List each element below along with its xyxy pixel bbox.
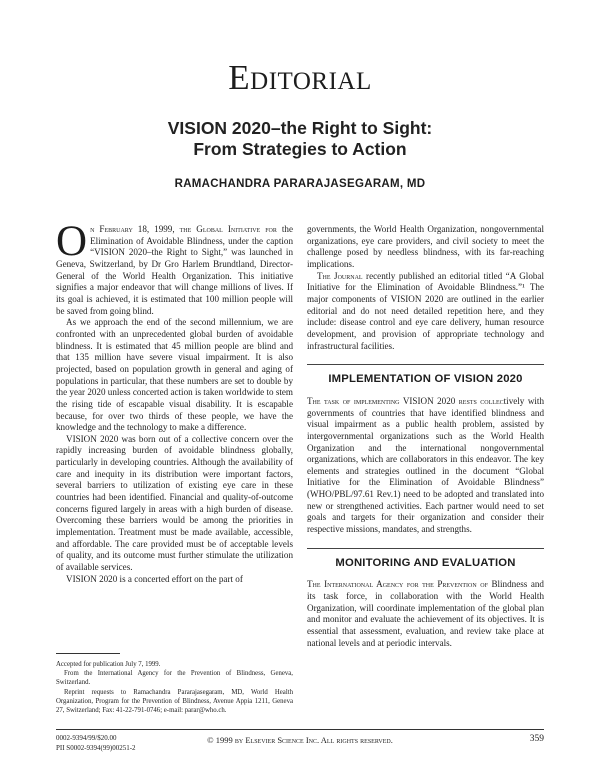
pii-code: PII S0002-9394(99)00251-2 bbox=[56, 744, 136, 752]
article-title-line-1: VISION 2020–the Right to Sight: bbox=[167, 118, 433, 138]
intro-text: the Elimination of Avoidable Blindness, under the caption “VISION 2020–the Right to Sight,” was launched in Geneva, Switzerland, by Dr Gro Harlem Brundtland, Director-General of the World Health Organization. This initiative signifies a major endeavor that will change millions of lives. If its goal is achieved, it is estimated that 100 million people will be saved from going blind. bbox=[56, 224, 293, 316]
page-number: 359 bbox=[529, 734, 544, 744]
body-paragraph: VISION 2020 is a concerted effort on the part of bbox=[66, 573, 243, 584]
footnote-accepted: Accepted for publication July 7, 1999. bbox=[56, 661, 161, 668]
journal-name: The Journal bbox=[317, 270, 363, 281]
article-title-line-2: From Strategies to Action bbox=[193, 139, 407, 159]
section-heading-implementation: IMPLEMENTATION OF VISION 2020 bbox=[307, 364, 544, 386]
footer-rule bbox=[56, 729, 544, 730]
right-column bbox=[307, 224, 544, 649]
paragraph-text: recently published an editorial titled “A Global Initiative for the Elimination of Avoidable Blindness.”¹ The major components of VISION 2020 are outlined in the earlier editorial and do not need detailed repetition here, and they include: disease control and eye care delivery, human resource development, and provision of appropriate technology and infrastructural facilities. bbox=[307, 270, 544, 351]
price-code: 0002-9394/99/$20.00 bbox=[56, 734, 117, 742]
body-paragraph bbox=[307, 396, 544, 536]
footnotes bbox=[56, 653, 293, 715]
section-heading-monitoring: MONITORING AND EVALUATION bbox=[307, 548, 544, 570]
body-paragraph: VISION 2020 was born out of a collective concern over the rapidly increasing burden of avoidable blindness globally, particularly in developing countries. Although the availability of care and inequity in its distribution were important factors, several barriers to utilization of existing eye care in these countries had been identified. Financial and quality-of-outcome concerns figured largely in areas with a high burden of disease. Overcoming these barriers would be among the priorities in implementation. Treatment must be made available, accessible, and affordable. The care provided must be of acceptable levels of quality, and its outcome must further stimulate the utilization of available services. bbox=[56, 433, 293, 573]
paragraph-text: Blindness and its task force, in collaboration with the World Health Organization, will coordinate implementation of the global plan and monitor and evaluate the achievement of its objectives. It is essential that assessment, evaluation, and review take place at national levels and at periodic intervals. bbox=[307, 579, 544, 648]
intro-lead: n February 18, 1999, the Global Initiative for bbox=[90, 224, 277, 234]
drop-cap: O bbox=[56, 218, 88, 265]
intro-paragraph bbox=[56, 218, 293, 317]
copyright-notice: © 1999 by Elsevier Science Inc. All rights reserved. bbox=[207, 735, 393, 745]
body-paragraph bbox=[307, 579, 544, 649]
section-lead: The International Agency for the Prevention of bbox=[307, 579, 488, 590]
footnote-affiliation: From the International Agency for the Prevention of Blindness, Geneva, Switzerland. bbox=[56, 670, 293, 687]
section-lead: The task of implementing VISION 2020 rests collec bbox=[307, 395, 504, 406]
left-column bbox=[56, 218, 293, 585]
page-title: Editorial bbox=[228, 58, 372, 97]
author-name: RAMACHANDRA PARARAJASEGARAM, MD bbox=[174, 178, 426, 190]
footnote-rule bbox=[56, 653, 120, 654]
footnote-reprint: Reprint requests to Ramachandra Pararajasegaram, MD, World Health Organization, Program for the Prevention of Blindness, Avenue Appia 1211, Geneva 27, Switzerland; Fax: 41-22-791-0746; e-mail: parar@who.ch. bbox=[56, 688, 293, 715]
body-paragraph: As we approach the end of the second millennium, we are confronted with an unprecedented global burden of avoidable blindness. It is estimated that 45 million people are blind and that 135 million have severe visual impairment. It is also projected, based on population growth in general and aging of populations in particular, that these numbers are set to double by the year 2020 unless concerted action is taken worldwide to stem the rising tide of escapable visual disability. It is escapable because, for over two thirds of these people, we have the knowledge and the technology to make a difference. bbox=[56, 317, 293, 433]
paragraph-text: tively with governments of countries that have identified blindness and visual impairment as a public health problem, assisted by intergovernmental organizations such as the World Health Organization and the international nongovernmental organizations, which are collaborators in this endeavor. The key elements and strategies outlined in the document “Global Initiative for the Elimination of Avoidable Blindness” (WHO/PBL/97.61 Rev.1) need to be adopted and translated into new or strengthened activities. Each partner would need to set goals and targets for their organization and consider their respective missions, mandates, and strengths. bbox=[307, 395, 544, 535]
body-paragraph: governments, the World Health Organization, nongovernmental organizations, eye care providers, and civil society to meet the challenge posed by needless blindness, with its far-reaching implications. bbox=[307, 224, 544, 269]
body-paragraph bbox=[307, 271, 544, 353]
